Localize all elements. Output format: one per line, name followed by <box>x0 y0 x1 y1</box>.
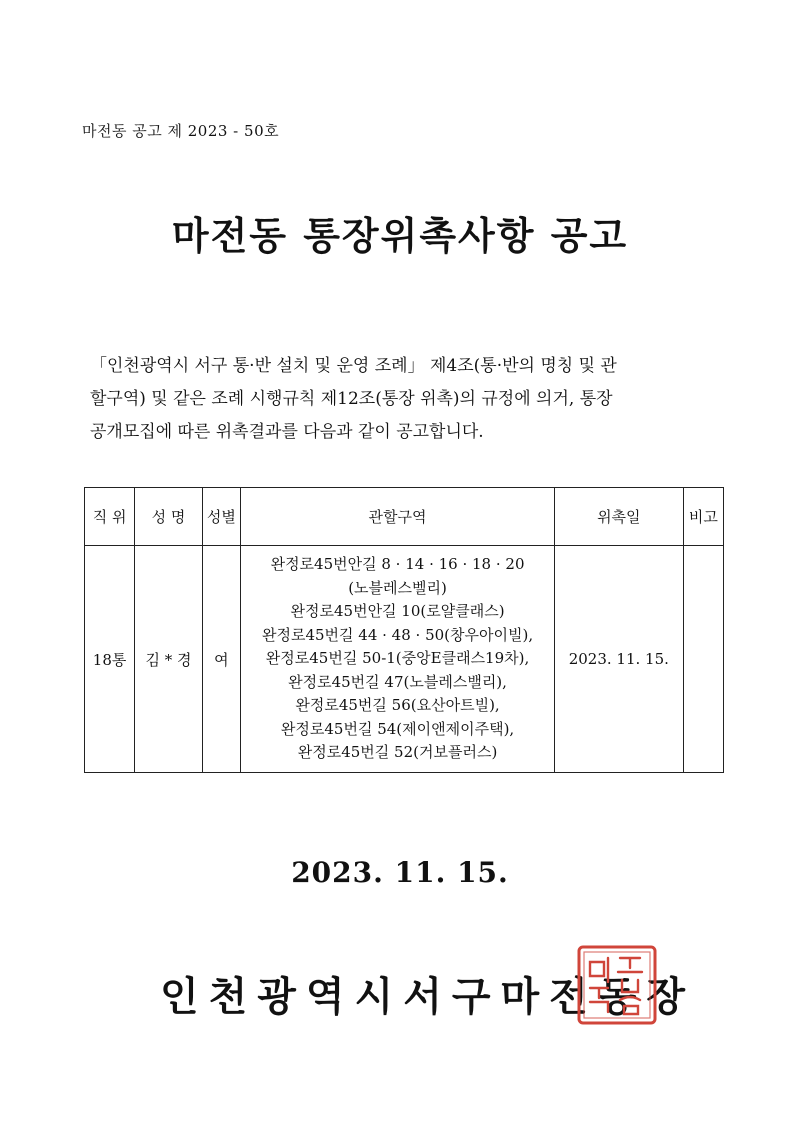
official-seal-icon <box>576 944 658 1026</box>
notice-body <box>90 350 716 449</box>
table-header-row <box>85 488 724 546</box>
area-line: 완정로45번길 50-1(중앙E클래스19차), <box>265 649 530 668</box>
body-line: 할구역) 및 같은 조례 시행규칙 제12조(통장 위촉)의 규정에 의거, 통장 <box>90 389 613 409</box>
header-sex: 성별 <box>202 488 240 546</box>
body-line: 「인천광역시 서구 통·반 설치 및 운영 조례」 제4조(통·반의 명칭 및 관 <box>90 356 617 376</box>
cell-area <box>241 546 555 773</box>
cell-position: 18통 <box>85 546 135 773</box>
area-line: 완정로45번안길 8 · 14 · 16 · 18 · 20 <box>270 555 525 574</box>
issue-date: 2023. 11. 15. <box>291 856 509 889</box>
header-name: 성 명 <box>135 488 203 546</box>
area-line: 완정로45번안길 10(로얄클래스) <box>290 602 505 621</box>
cell-date: 2023. 11. 15. <box>554 546 683 773</box>
area-line: 완정로45번길 56(요산아트빌), <box>295 696 500 715</box>
page-title: 마전동 통장위촉사항 공고 <box>171 213 629 258</box>
area-line: 완정로45번길 54(제이앤제이주택), <box>280 719 515 738</box>
body-line: 공개모집에 따른 위촉결과를 다음과 같이 공고합니다. <box>90 422 484 442</box>
header-position: 직 위 <box>85 488 135 546</box>
area-line: (노블레스벨리) <box>348 578 447 597</box>
area-list <box>241 553 554 765</box>
header-note: 비고 <box>683 488 723 546</box>
area-line: 완정로45번길 44 · 48 · 50(창우아이빌), <box>261 625 534 644</box>
notice-number: 마전동 공고 제 2023 - 50호 <box>82 122 280 140</box>
cell-sex: 여 <box>202 546 240 773</box>
header-date: 위촉일 <box>554 488 683 546</box>
cell-name: 김 * 경 <box>135 546 203 773</box>
organization-name: 인천광역시서구마전동장 <box>160 973 696 1020</box>
cell-note <box>683 546 723 773</box>
area-line: 완정로45번길 47(노블레스밸리), <box>288 672 507 691</box>
header-area: 관할구역 <box>241 488 555 546</box>
table-row <box>85 546 724 773</box>
appointment-table <box>84 487 724 773</box>
area-line: 완정로45번길 52(거보플러스) <box>297 743 498 762</box>
